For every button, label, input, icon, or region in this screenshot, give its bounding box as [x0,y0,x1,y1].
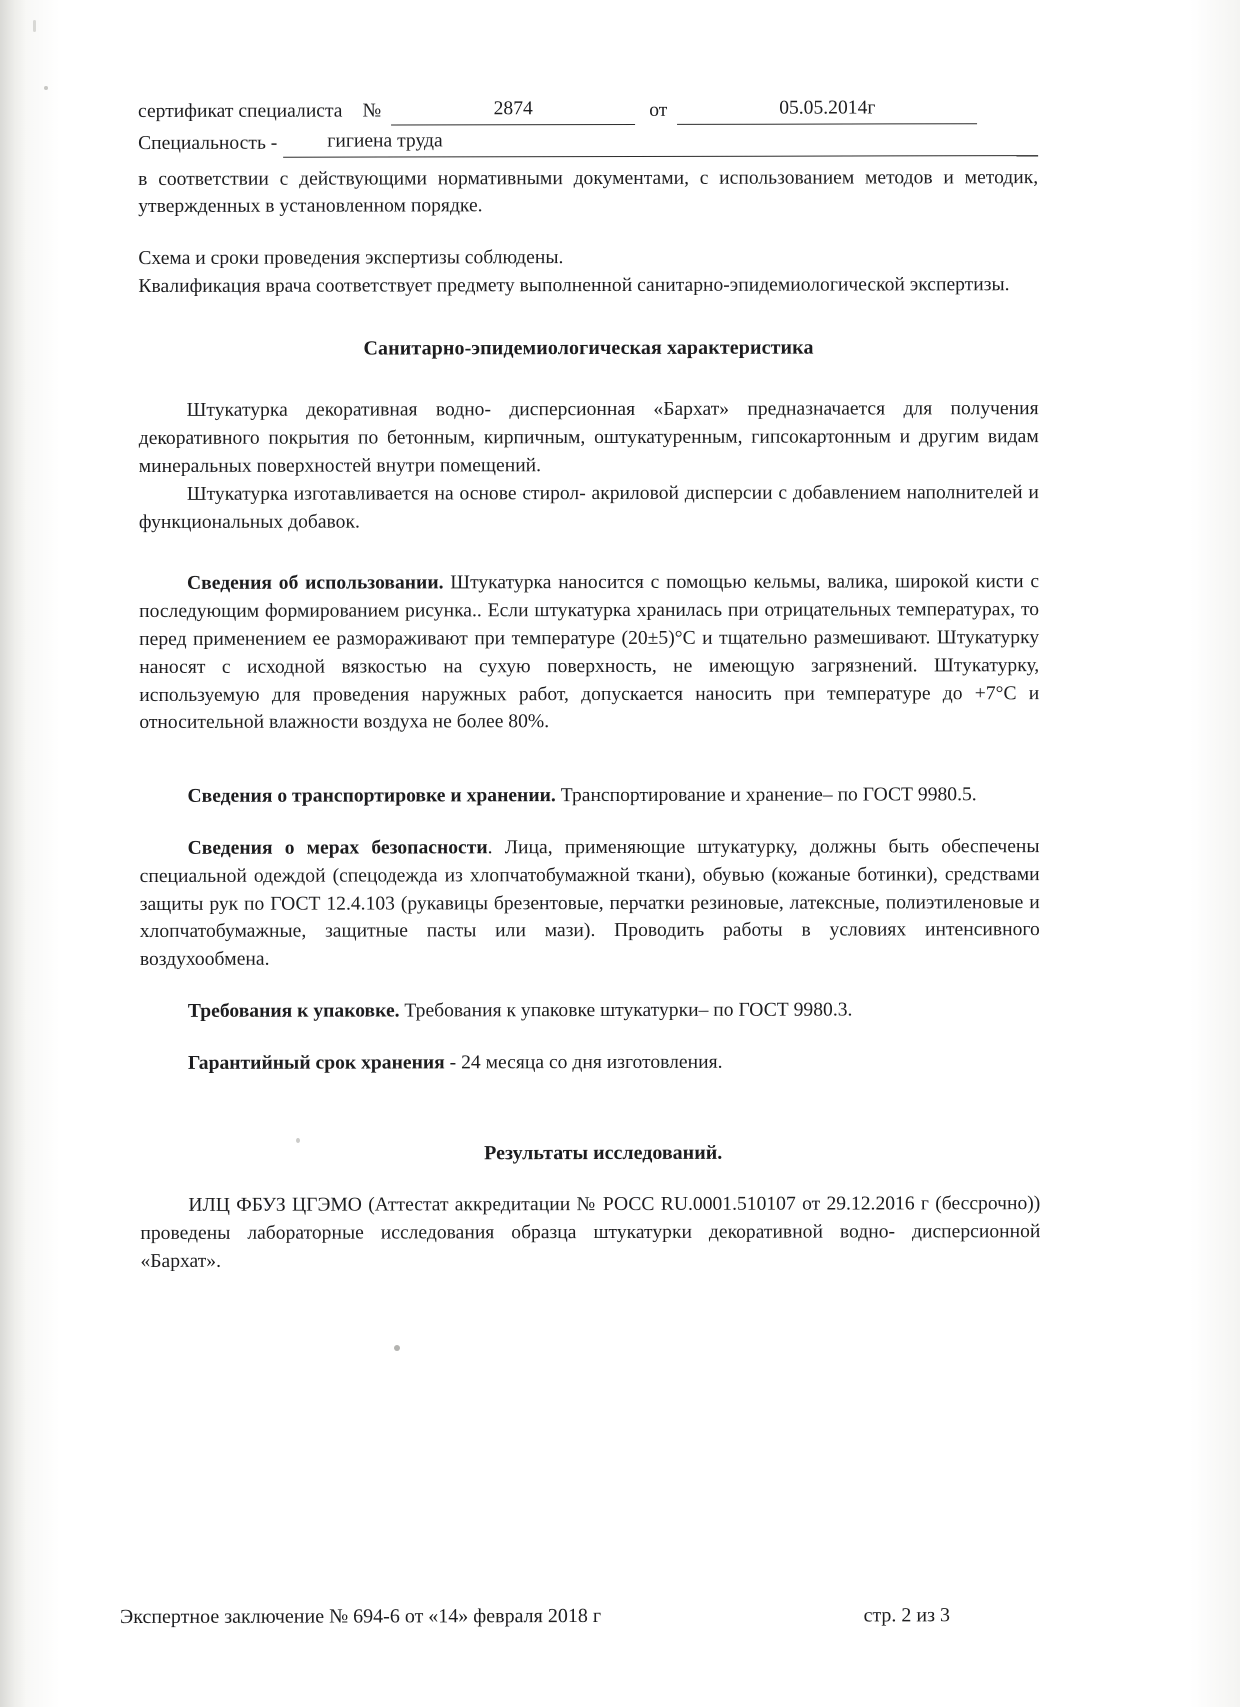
results-heading: Результаты исследований. [484,1141,723,1164]
speciality-value: гигиена труда [283,126,1038,157]
certificate-number-value: 2874 [391,95,635,125]
safety-heading: Сведения о мерах безопасности [187,837,488,859]
usage-paragraph [139,568,1039,737]
speciality-line [138,126,1038,158]
safety-text: . Лица, применяющие штукатурку, должны быть обеспечены специальной одеждой (спецодежда из хлопчатобумажной ткани), обувью (кожаные ботинки), средствами защиты рук по ГОСТ 12.4.103 (рукавицы брезентовые, перчатки резиновые, латексные, полиэтиленовые и хлопчатобумажные, защитные пасты или мази). Проводить работы в условиях интенсивного воздухообмена. [139,836,1040,971]
packaging-heading: Требования к упаковке. [187,1000,400,1022]
intro-paragraph: в соответствии с действующими нормативными документами, с использованием методов и методик, утвержденных в установленном порядке. [138,166,1039,218]
description-paragraph-1: Штукатурка декоративная водно- дисперсионная «Бархат» предназначается для получения декоративного покрытия по бетонным, кирпичным, оштукатуренным, гипсокартонным и другим видам минеральных поверхностей внутри помещений. [138,398,1039,477]
transport-heading: Сведения о транспортировке и хранении. [187,785,556,808]
document-body [138,94,1040,1275]
shelf-life-text: - 24 месяца со дня изготовления. [444,1051,723,1074]
section-title: Санитарно-эпидемиологическая характеристика [363,336,814,360]
scan-left-edge-shadow [0,0,26,1707]
shelf-life-heading: Гарантийный срок хранения [188,1052,445,1074]
transport-paragraph [139,781,1039,811]
usage-heading: Сведения об использовании. [186,572,444,595]
scan-artifact-speck [33,20,36,32]
certificate-date-value: 05.05.2014г [677,94,977,124]
scan-artifact-speck [44,86,48,90]
certificate-label: сертификат специалиста [138,100,343,122]
from-label: от [649,99,668,121]
speciality-label: Специальность - [138,132,278,154]
shelf-life-paragraph [140,1048,1040,1078]
packaging-text: Требования к упаковке штукатурки– по ГОСТ 9980.3. [399,999,853,1022]
safety-paragraph [140,833,1040,974]
page-footer [120,1604,1080,1629]
scheme-line: Схема и сроки проведения экспертизы соблюдены. [138,247,564,270]
results-paragraph: ИЛЦ ФБУЗ ЦГЭМО (Аттестат аккредитации № РОСС RU.0001.510107 от 29.12.2016 г (бессрочно)) проведены лабораторные исследования образца штукатурки декоративной водно- дисперсионной «Бархат». [140,1193,1041,1272]
packaging-paragraph [140,996,1040,1026]
scan-artifact-speck [394,1345,400,1351]
footer-page-number: стр. 2 из 3 [863,1604,951,1627]
number-symbol: № [362,100,382,122]
certificate-line [138,94,1038,126]
description-paragraph-2: Штукатурка изготавливается на основе стирол- акриловой дисперсии с добавлением наполнителей и функциональных добавок. [138,481,1039,533]
transport-text: Транспортирование и хранение– по ГОСТ 9980.5. [555,784,977,807]
footer-conclusion-text: Экспертное заключение № 694-6 от «14» февраля 2018 г [120,1604,602,1628]
qualification-line: Квалификация врача соответствует предмету выполненной санитарно-эпидемиологической экспертизы. [138,274,1010,298]
usage-text: Штукатурка наносится с помощью кельмы, валика, широкой кисти с последующим формированием рисунка.. Если штукатурка хранилась при отрицательных температурах, то перед применением ее размораживают при температуре (20±5)°С и тщательно размешивают. Штукатурку наносят с исходной вязкостью на сухую поверхность, не имеющую загрязнений. Штукатурку, используемую для проведения наружных работ, допускается наносить при температуре до +7°С и относительной влажности воздуха не более 80%. [139,571,1040,734]
